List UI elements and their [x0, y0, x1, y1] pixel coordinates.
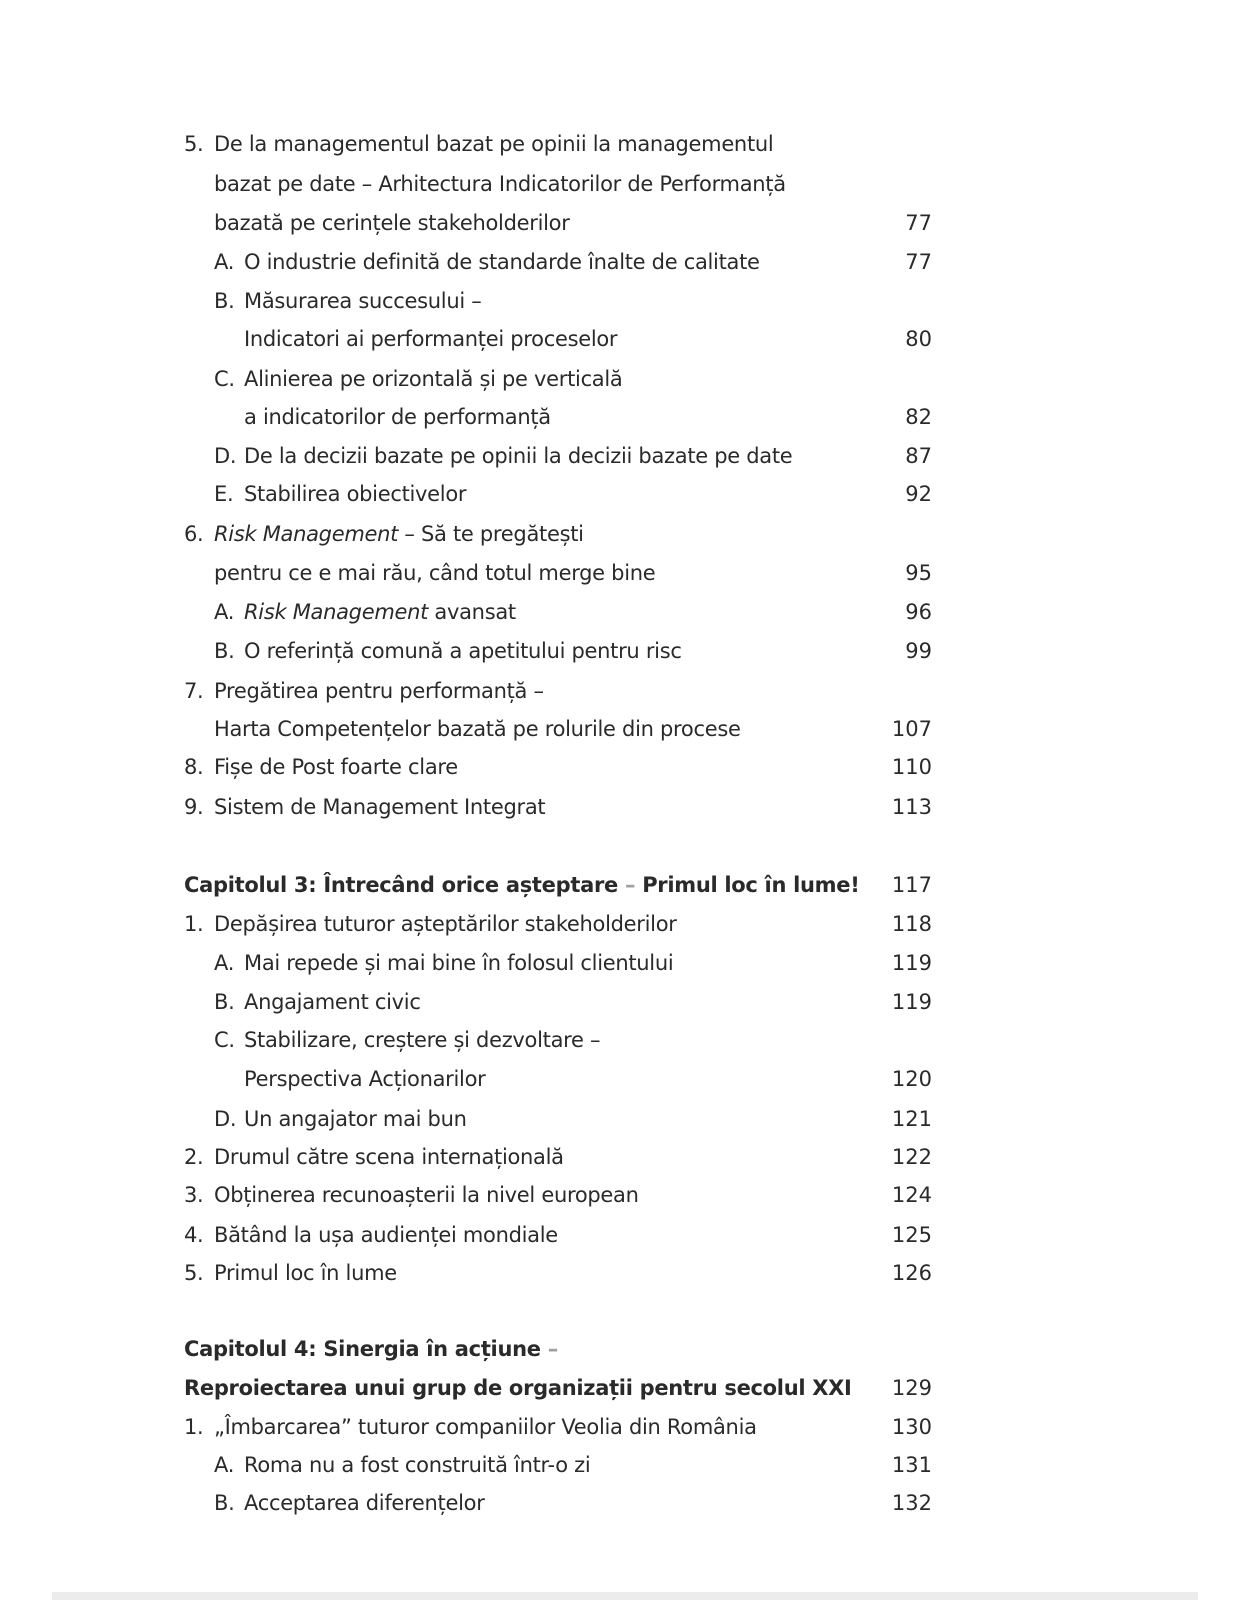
page-number: 95	[905, 561, 932, 585]
toc-entry-3-2	[184, 1143, 564, 1171]
toc-subentry-4a	[214, 1451, 590, 1479]
entry-title: avansat	[428, 600, 516, 624]
entry-title: Sistem de Management Integrat	[214, 795, 546, 819]
entry-number: 6.	[184, 522, 204, 546]
chapter-title: Capitolul 3: Întrecând orice așteptare	[184, 873, 618, 897]
page-number: 99	[905, 639, 932, 663]
chapter-title: Reproiectarea unui grup de organizații pentru secolul XXI	[184, 1376, 852, 1400]
toc-entry-3-3	[184, 1181, 639, 1209]
entry-letter: B.	[214, 289, 235, 313]
page-number: 131	[891, 1453, 932, 1477]
entry-title: Angajament civic	[244, 990, 421, 1014]
entry-letter: E.	[214, 482, 234, 506]
entry-title: Un angajator mai bun	[244, 1107, 467, 1131]
toc-entry-3-5	[184, 1259, 397, 1287]
page-number: 77	[905, 250, 932, 274]
toc-subentry-5e	[214, 480, 466, 508]
toc-entry-8	[184, 753, 458, 781]
chapter-title-dash: –	[540, 1337, 558, 1361]
page-number: 119	[891, 951, 932, 975]
entry-number: 3.	[184, 1183, 204, 1207]
entry-title: Fișe de Post foarte clare	[214, 755, 458, 779]
page-number: 82	[905, 405, 932, 429]
page-number: 122	[891, 1145, 932, 1169]
entry-letter: A.	[214, 250, 235, 274]
entry-title: Stabilirea obiectivelor	[244, 482, 467, 506]
entry-letter: B.	[214, 990, 235, 1014]
entry-title-line: Pregătirea pentru performanță –	[214, 679, 544, 703]
page-number: 110	[891, 755, 932, 779]
toc-subentry-4b	[214, 1489, 485, 1517]
toc-subentry-3d	[214, 1105, 467, 1133]
entry-number: 5.	[184, 1261, 204, 1285]
page-number: 125	[891, 1223, 932, 1247]
page-number: 96	[905, 600, 932, 624]
entry-title: Acceptarea diferențelor	[244, 1491, 485, 1515]
entry-title-line: bazat pe date – Arhitectura Indicatorilor de Performanță	[214, 172, 786, 196]
toc-entry-6	[184, 520, 584, 548]
entry-letter: B.	[214, 639, 235, 663]
toc-entry-5	[184, 130, 773, 158]
entry-title-line: Stabilizare, creștere și dezvoltare –	[244, 1028, 601, 1052]
toc-entry-3-4	[184, 1221, 558, 1249]
entry-number: 2.	[184, 1145, 204, 1169]
entry-number: 8.	[184, 755, 204, 779]
entry-title-line: Harta Competențelor bazată pe rolurile din procese	[214, 717, 741, 741]
entry-title-line: bazată pe cerințele stakeholderilor	[214, 211, 570, 235]
entry-title-line: Perspectiva Acționarilor	[244, 1067, 486, 1091]
entry-title: Roma nu a fost construită într-o zi	[244, 1453, 591, 1477]
entry-letter: C.	[214, 1028, 235, 1052]
entry-title: O referință comună a apetitului pentru risc	[244, 639, 682, 663]
entry-letter: C.	[214, 367, 235, 391]
entry-title: Bătând la ușa audienței mondiale	[214, 1223, 558, 1247]
chapter-4-heading	[184, 1335, 558, 1363]
toc-subentry-5d	[214, 442, 792, 470]
entry-letter: D.	[214, 444, 237, 468]
entry-letter: A.	[214, 951, 235, 975]
toc-entry-3-1	[184, 910, 677, 938]
chapter-3-heading	[184, 871, 859, 899]
chapter-title: Primul loc în lume!	[642, 873, 860, 897]
page-number: 113	[891, 795, 932, 819]
entry-title-line: De la managementul bazat pe opinii la managementul	[214, 132, 774, 156]
chapter-title: Capitolul 4: Sinergia în acțiune	[184, 1337, 541, 1361]
page-number: 117	[891, 873, 932, 897]
page-number: 87	[905, 444, 932, 468]
toc-entry-4-1	[184, 1413, 757, 1441]
page-number: 130	[891, 1415, 932, 1439]
page-number: 132	[891, 1491, 932, 1515]
page-number: 126	[891, 1261, 932, 1285]
chapter-title-dash: –	[617, 873, 643, 897]
toc-subentry-5b	[214, 287, 481, 315]
entry-number: 7.	[184, 679, 204, 703]
entry-title: Obținerea recunoașterii la nivel european	[214, 1183, 639, 1207]
toc-entry-9	[184, 793, 545, 821]
entry-title: De la decizii bazate pe opinii la decizii bazate pe date	[244, 444, 793, 468]
entry-title-line: pentru ce e mai rău, când totul merge bine	[214, 561, 656, 585]
entry-title: „Îmbarcarea” tuturor companiilor Veolia din România	[214, 1415, 757, 1439]
page-number: 121	[891, 1107, 932, 1131]
toc-subentry-3a	[214, 949, 673, 977]
entry-title: Depășirea tuturor așteptărilor stakeholderilor	[214, 912, 677, 936]
page-number: 107	[891, 717, 932, 741]
toc-subentry-6b	[214, 637, 682, 665]
entry-title-line: Indicatori ai performanței proceselor	[244, 327, 618, 351]
entry-number: 5.	[184, 132, 204, 156]
toc-subentry-5c	[214, 365, 622, 393]
entry-letter: D.	[214, 1107, 237, 1131]
entry-title: Drumul către scena internațională	[214, 1145, 564, 1169]
entry-number: 1.	[184, 1415, 204, 1439]
page-number: 124	[891, 1183, 932, 1207]
page-number: 80	[905, 327, 932, 351]
entry-letter: A.	[214, 600, 235, 624]
entry-title: Mai repede și mai bine în folosul clientului	[244, 951, 674, 975]
toc-entry-7	[184, 677, 544, 705]
entry-title: Primul loc în lume	[214, 1261, 397, 1285]
entry-number: 4.	[184, 1223, 204, 1247]
entry-title-line: a indicatorilor de performanță	[244, 405, 551, 429]
page-number: 119	[891, 990, 932, 1014]
toc-subentry-3b	[214, 988, 421, 1016]
toc-subentry-3c	[214, 1026, 600, 1054]
entry-letter: A.	[214, 1453, 235, 1477]
entry-title-italic: Risk Management	[214, 522, 399, 546]
entry-title-line: – Să te pregătești	[398, 522, 584, 546]
entry-title-line: Alinierea pe orizontală și pe verticală	[244, 367, 623, 391]
page-number: 129	[891, 1376, 932, 1400]
entry-letter: B.	[214, 1491, 235, 1515]
toc-subentry-6a	[214, 598, 516, 626]
page-number: 118	[891, 912, 932, 936]
page-bottom-edge	[52, 1592, 1198, 1600]
entry-title: O industrie definită de standarde înalte de calitate	[244, 250, 760, 274]
entry-number: 1.	[184, 912, 204, 936]
page-number: 120	[891, 1067, 932, 1091]
page-number: 92	[905, 482, 932, 506]
entry-number: 9.	[184, 795, 204, 819]
entry-title-italic: Risk Management	[244, 600, 429, 624]
page-number: 77	[905, 211, 932, 235]
entry-title-line: Măsurarea succesului –	[244, 289, 482, 313]
toc-subentry-5a	[214, 248, 760, 276]
